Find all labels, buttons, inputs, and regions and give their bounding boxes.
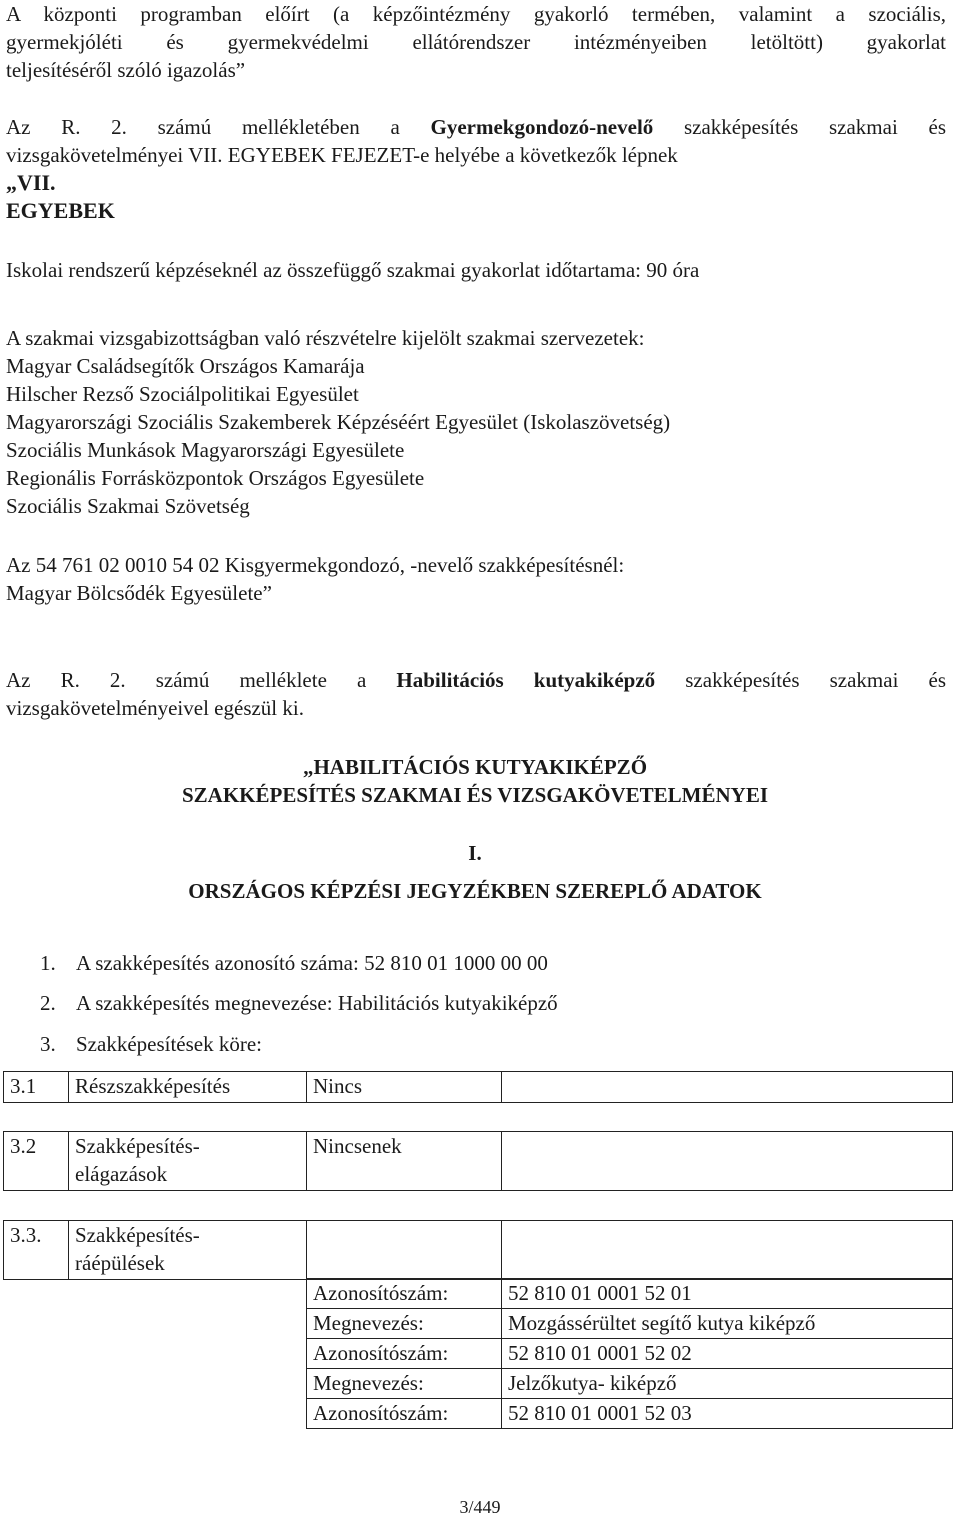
row-empty-cell: [502, 1072, 953, 1103]
org-item: Magyarországi Szociális Szakemberek Képzéséért Egyesület (Iskolaszövetség): [6, 410, 671, 434]
row-label: Részszakképesítés: [69, 1072, 307, 1103]
field-value: Mozgássérültet segítő kutya kiképző: [502, 1309, 953, 1339]
org-item: Szociális Munkások Magyarországi Egyesülete: [6, 438, 405, 462]
field-value: Jelzőkutya- kiképző: [502, 1369, 953, 1399]
doc-title-line-1: „HABILITÁCIÓS KUTYAKIKÉPZŐ: [302, 755, 648, 779]
field-key: Azonosítószám:: [307, 1399, 502, 1429]
section1-paragraph-line-1: Az R. 2. számú mellékletében a Gyermekgondozó-nevelő szakképesítés szakmai és: [6, 115, 946, 139]
practice-duration: Iskolai rendszerű képzéseknél az összefüggő szakmai gyakorlat időtartama: 90 óra: [6, 258, 700, 282]
row-number: 3.1: [4, 1072, 69, 1103]
page-number: 3/449: [459, 1497, 501, 1517]
kisgyermek-line-2: Magyar Bölcsődék Egyesülete”: [6, 581, 272, 605]
section1-heading-roman: „VII.: [6, 170, 56, 195]
row-number: 3.3.: [4, 1221, 69, 1280]
qualification-row-3-1: [3, 1071, 953, 1103]
related-qualifications-table: [306, 1278, 953, 1429]
section2-paragraph-line-2: vizsgakövetelményeivel egészül ki.: [6, 696, 304, 720]
row-empty-cell: [502, 1132, 953, 1191]
qualification-row-3-2: [3, 1131, 953, 1191]
field-key: Azonosítószám:: [307, 1339, 502, 1369]
field-value: 52 810 01 0001 52 03: [502, 1399, 953, 1429]
doc-title-line-2: SZAKKÉPESÍTÉS SZAKMAI ÉS VIZSGAKÖVETELMÉNYEI: [181, 783, 769, 807]
list-item: 1. A szakképesítés azonosító száma: 52 810 01 1000 00 00: [40, 951, 548, 975]
table-row: [307, 1279, 953, 1309]
section2-paragraph-line-1: Az R. 2. számú melléklete a Habilitációs kutyakiképző szakképesítés szakmai és: [6, 668, 946, 692]
intro-line-2: gyermekjóléti és gyermekvédelmi ellátórendszer intézményeiben letöltött) gyakorlat: [6, 30, 946, 54]
list-item: 3. Szakképesítések köre:: [40, 1032, 263, 1056]
row-empty-cell: [307, 1221, 502, 1280]
orgs-intro: A szakmai vizsgabizottságban való részvételre kijelölt szakmai szervezetek:: [6, 326, 645, 350]
row-label: Szakképesítés- ráépülések: [69, 1221, 307, 1280]
qualification-row-3-3: [3, 1220, 953, 1280]
org-item: Magyar Családsegítők Országos Kamarája: [6, 354, 365, 378]
field-key: Megnevezés:: [307, 1309, 502, 1339]
table-row: [307, 1339, 953, 1369]
field-key: Megnevezés:: [307, 1369, 502, 1399]
chapter-title: ORSZÁGOS KÉPZÉSI JEGYZÉKBEN SZEREPLŐ ADATOK: [188, 879, 762, 903]
field-key: Azonosítószám:: [307, 1279, 502, 1309]
row-value: Nincs: [307, 1072, 502, 1103]
org-item: Hilscher Rezső Szociálpolitikai Egyesület: [6, 382, 359, 406]
org-item: Szociális Szakmai Szövetség: [6, 494, 250, 518]
row-number: 3.2: [4, 1132, 69, 1191]
row-empty-cell: [502, 1221, 953, 1280]
kisgyermek-line-1: Az 54 761 02 0010 54 02 Kisgyermekgondozó, -nevelő szakképesítésnél:: [6, 553, 625, 577]
row-label: Szakképesítés- elágazások: [69, 1132, 307, 1191]
field-value: 52 810 01 0001 52 02: [502, 1339, 953, 1369]
org-item: Regionális Forrásközpontok Országos Egyesülete: [6, 466, 425, 490]
row-value: Nincsenek: [307, 1132, 502, 1191]
table-row: [307, 1399, 953, 1429]
chapter-roman: I.: [468, 841, 482, 865]
section1-paragraph-line-2: vizsgakövetelményei VII. EGYEBEK FEJEZET-e helyébe a következők lépnek: [6, 143, 678, 167]
intro-line-1: A központi programban előírt (a képzőintézmény gyakorló termében, valamint a szociális,: [6, 2, 946, 26]
table-row: [307, 1369, 953, 1399]
table-row: [307, 1309, 953, 1339]
intro-line-3: teljesítéséről szóló igazolás”: [6, 58, 246, 82]
section1-heading-egyebek: EGYEBEK: [6, 198, 115, 223]
list-item: 2. A szakképesítés megnevezése: Habilitációs kutyakiképző: [40, 991, 558, 1015]
field-value: 52 810 01 0001 52 01: [502, 1279, 953, 1309]
